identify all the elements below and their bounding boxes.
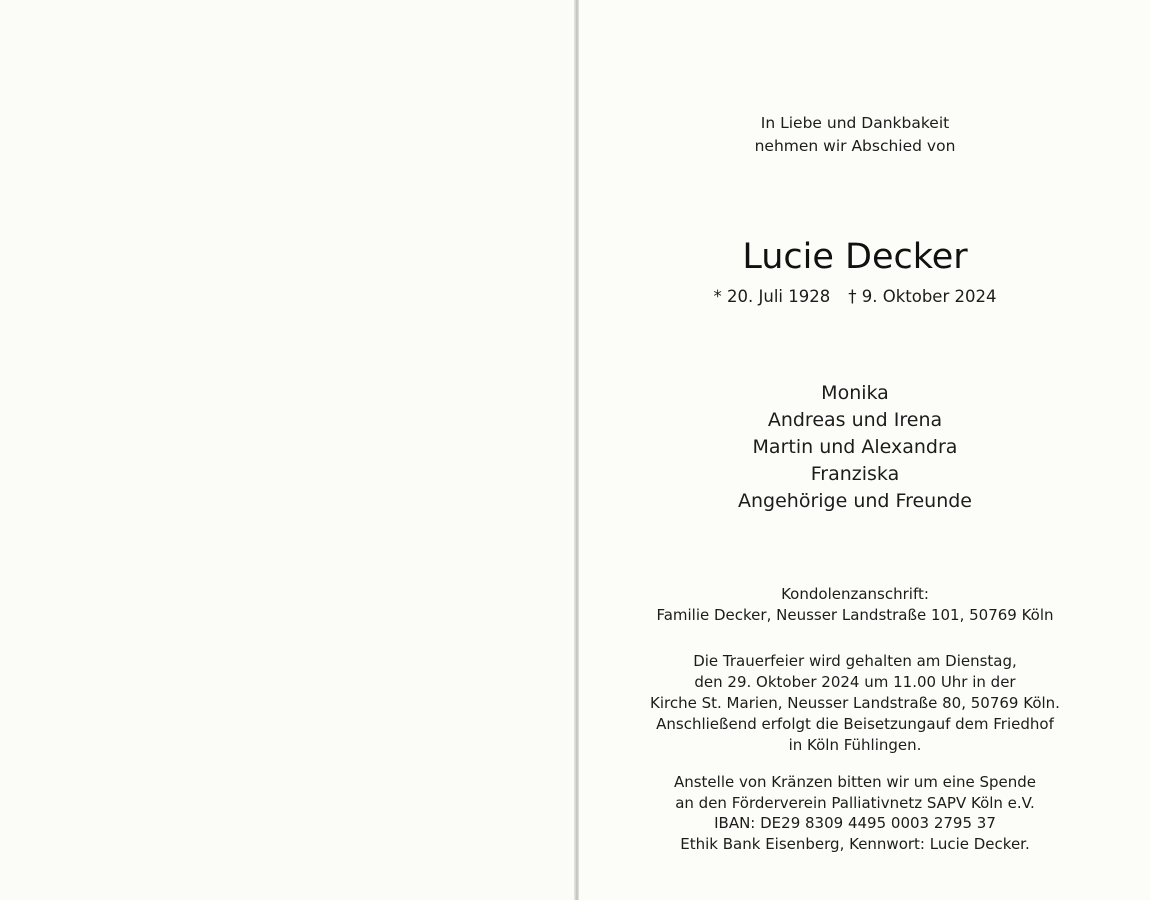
mourner-name: Andreas und Irena xyxy=(767,409,943,431)
life-dates xyxy=(565,286,1145,308)
donation-line: Anstelle von Kränzen bitten wir um eine Spende xyxy=(673,773,1037,791)
service-line: Kirche St. Marien, Neusser Landstraße 80, 50769 Köln. xyxy=(650,694,1060,712)
birth-date: * 20. Juli 1928 xyxy=(713,287,831,306)
funeral-service-info xyxy=(565,651,1145,756)
intro-line: nehmen wir Abschied von xyxy=(754,137,956,155)
mourner-name: Franziska xyxy=(810,463,900,485)
donation-info xyxy=(565,772,1145,854)
donation-line: Ethik Bank Eisenberg, Kennwort: Lucie Decker. xyxy=(680,834,1030,853)
mourner-name: Monika xyxy=(821,382,889,404)
service-line: den 29. Oktober 2024 um 11.00 Uhr in der xyxy=(694,673,1016,691)
condolence-label: Kondolenzanschrift: xyxy=(781,585,929,603)
service-line: in Köln Fühlingen. xyxy=(788,736,922,754)
death-date: † 9. Oktober 2024 xyxy=(848,287,997,306)
mourner-name: Martin und Alexandra xyxy=(752,436,958,458)
mourner-name: Angehörige und Freunde xyxy=(738,490,972,512)
deceased-name: Lucie Decker xyxy=(742,237,968,277)
intro-text xyxy=(565,112,1145,158)
condolence-address-line: Familie Decker, Neusser Landstraße 101, 50769 Köln xyxy=(656,605,1054,624)
intro-line: In Liebe und Dankbakeit xyxy=(760,114,950,132)
mourners-list xyxy=(565,380,1145,515)
service-line: Die Trauerfeier wird gehalten am Dienstag, xyxy=(693,652,1017,670)
condolence-address xyxy=(565,584,1145,625)
service-line: Anschließend erfolgt die Beisetzungauf dem Friedhof xyxy=(656,715,1054,733)
donation-line: an den Förderverein Palliativnetz SAPV Köln e.V. xyxy=(675,793,1035,812)
donation-line: IBAN: DE29 8309 4495 0003 2795 37 xyxy=(714,814,996,833)
